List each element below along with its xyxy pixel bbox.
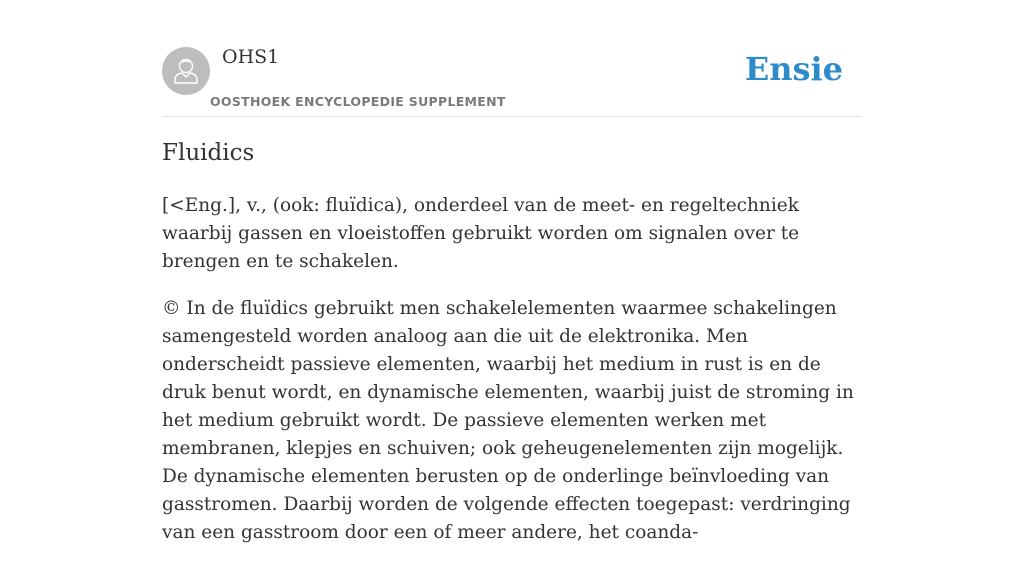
article-paragraph: [<Eng.], v., (ook: fluïdica), onderdeel van de meet- en regeltechniek waarbij gassen en vloeistoffen gebruikt worden om signalen over te brengen en te schakelen. bbox=[162, 195, 800, 272]
author-avatar[interactable] bbox=[162, 47, 210, 95]
source-name[interactable]: OOSTHOEK ENCYCLOPEDIE SUPPLEMENT bbox=[210, 94, 506, 109]
brand-logo[interactable]: Ensie bbox=[744, 50, 843, 88]
author-name[interactable]: OHS1 bbox=[222, 46, 280, 68]
header bbox=[162, 0, 862, 117]
article-title: Fluidics bbox=[162, 140, 255, 166]
article-body bbox=[162, 192, 862, 566]
article-paragraph: © In de fluïdics gebruikt men schakelelementen waarmee schakelingen samengesteld worden analoog aan die uit de elektronika. Men onderscheidt passieve elementen, waarbij het medium in rust is en de druk benut wordt, en dynamische elementen, waarbij juist de stroming in het medium gebruikt wordt. De passieve elementen werken met membranen, klepjes en schuiven; ook geheugenelementen zijn mogelijk. De dynamische elementen berusten op de onderlinge beïnvloeding van gasstromen. Daarbij worden de volgende effecten toegepast: verdringing van een gasstroom door een of meer andere, het coanda- bbox=[162, 298, 854, 543]
user-silhouette-icon bbox=[162, 47, 210, 95]
